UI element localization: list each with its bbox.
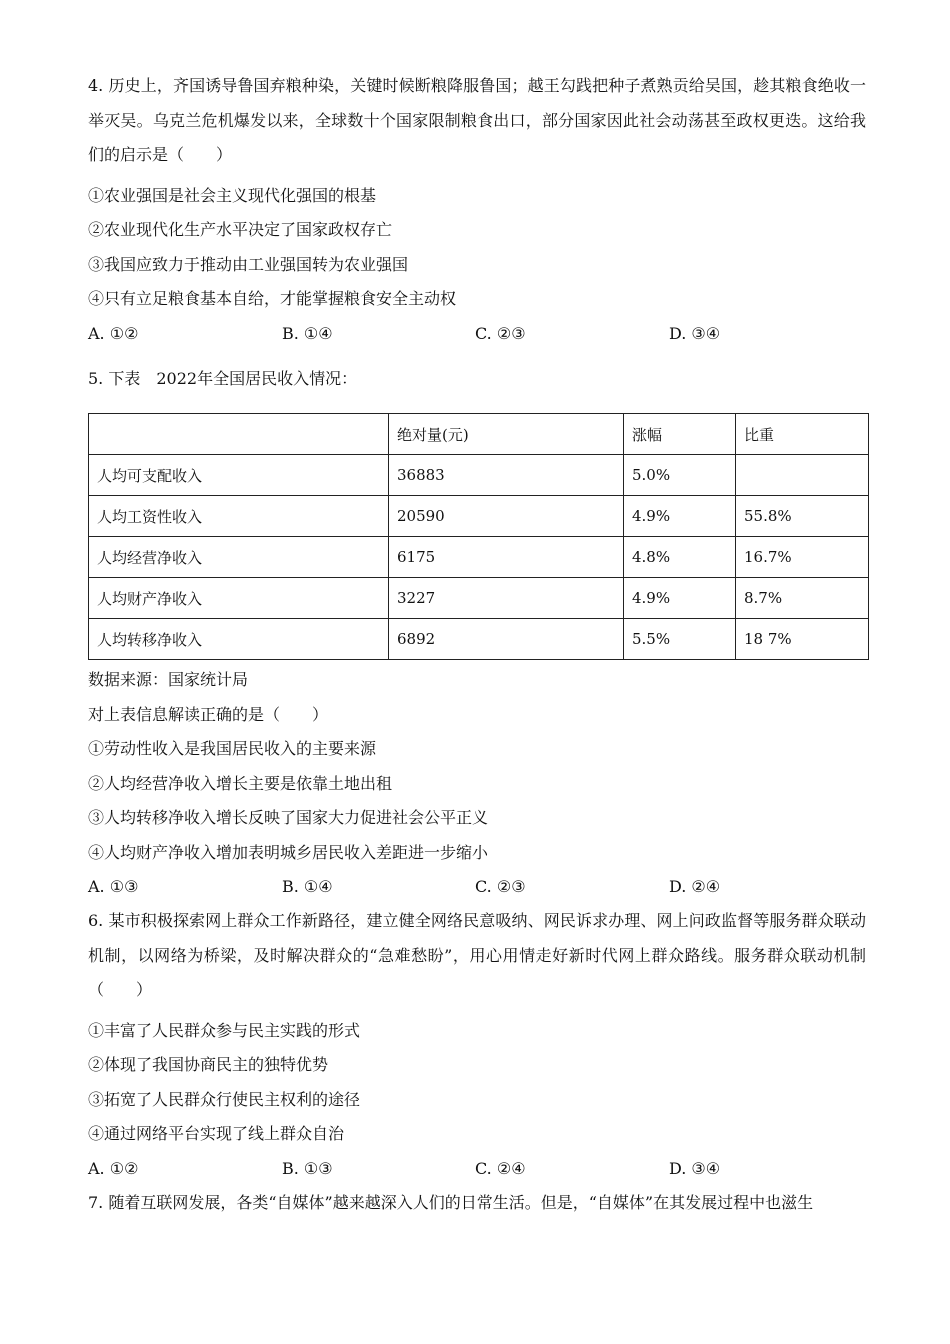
table-row (89, 537, 869, 578)
q4-item-1: ①农业强国是社会主义现代化强国的根基 (88, 186, 377, 205)
table-cell: 16.7% (736, 537, 869, 578)
table-cell: 20590 (389, 496, 624, 537)
table-cell: 8.7% (736, 578, 869, 619)
q6-options (88, 1159, 866, 1179)
q5-option-c: C. ②③ (475, 877, 526, 896)
q4-item-2: ②农业现代化生产水平决定了国家政权存亡 (88, 220, 393, 239)
table-cell: 6175 (389, 537, 624, 578)
q5-item-1: ①劳动性收入是我国居民收入的主要来源 (88, 739, 377, 758)
q5-item-2: ②人均经营净收入增长主要是依靠土地出租 (88, 774, 393, 793)
table-cell: 人均工资性收入 (89, 496, 389, 537)
table-cell: 人均财产净收入 (89, 578, 389, 619)
table-cell: 人均经营净收入 (89, 537, 389, 578)
q7-stem: 7. 随着互联网发展，各类“自媒体”越来越深入人们的日常生活。但是，“自媒体”在其发展过程中也滋生 (88, 1193, 814, 1212)
q5-source: 数据来源：国家统计局 (88, 670, 249, 689)
q4-option-a: A. ①② (88, 324, 139, 343)
q4-options (88, 324, 866, 344)
table-cell: 4.8% (624, 537, 736, 578)
table-cell: 5.0% (624, 455, 736, 496)
table-cell: 3227 (389, 578, 624, 619)
q6-option-a: A. ①② (88, 1159, 139, 1178)
q4-option-c: C. ②③ (475, 324, 526, 343)
table-cell: 55.8% (736, 496, 869, 537)
table-row (89, 578, 869, 619)
table-row (89, 496, 869, 537)
q6-option-b: B. ①③ (282, 1159, 333, 1178)
table-header-cell (89, 414, 389, 455)
table-row (89, 455, 869, 496)
q5-options (88, 877, 866, 897)
q5-item-4: ④人均财产净收入增加表明城乡居民收入差距进一步缩小 (88, 843, 489, 862)
q6-item-3: ③拓宽了人民群众行使民主权利的途径 (88, 1090, 361, 1109)
table-header-cell: 比重 (736, 414, 869, 455)
table-cell: 人均转移净收入 (89, 619, 389, 660)
q5-option-b: B. ①④ (282, 877, 333, 896)
q4-item-4: ④只有立足粮食基本自给，才能掌握粮食安全主动权 (88, 289, 457, 308)
table-header-cell: 涨幅 (624, 414, 736, 455)
q6-option-d: D. ③④ (669, 1159, 721, 1178)
table-cell: 人均可支配收入 (89, 455, 389, 496)
table-cell: 4.9% (624, 496, 736, 537)
table-header-cell: 绝对量(元) (389, 414, 624, 455)
table-cell: 36883 (389, 455, 624, 496)
q5-option-d: D. ②④ (669, 877, 721, 896)
table-cell: 6892 (389, 619, 624, 660)
q6-item-1: ①丰富了人民群众参与民主实践的形式 (88, 1021, 361, 1040)
table-header-row (89, 414, 869, 455)
q4-stem: 4. 历史上，齐国诱导鲁国弃粮种染，关键时候断粮降服鲁国；越王勾践把种子煮熟贡给吴国，趁其粮食绝收一举灭吴。乌克兰危机爆发以来，全球数十个国家限制粮食出口，部分国家因此社会动荡甚至政权更迭。这给我们的启示是（ ） (88, 76, 866, 164)
table-cell: 5.5% (624, 619, 736, 660)
q6-item-2: ②体现了我国协商民主的独特优势 (88, 1055, 329, 1074)
q6-option-c: C. ②④ (475, 1159, 526, 1178)
income-table (88, 413, 869, 660)
table-cell (736, 455, 869, 496)
q5-option-a: A. ①③ (88, 877, 139, 896)
q4-item-3: ③我国应致力于推动由工业强国转为农业强国 (88, 255, 409, 274)
q5-stem: 5. 下表 2022年全国居民收入情况： (88, 369, 358, 388)
q6-stem: 6. 某市积极探索网上群众工作新路径，建立健全网络民意吸纳、网民诉求办理、网上问政监督等服务群众联动机制，以网络为桥梁，及时解决群众的“急难愁盼”，用心用情走好新时代网上群众路线。服务群众联动机制（ ） (88, 911, 866, 999)
q4-option-d: D. ③④ (669, 324, 721, 343)
q5-prompt: 对上表信息解读正确的是（ ） (88, 705, 329, 724)
q6-item-4: ④通过网络平台实现了线上群众自治 (88, 1124, 345, 1143)
q5-item-3: ③人均转移净收入增长反映了国家大力促进社会公平正义 (88, 808, 489, 827)
table-row (89, 619, 869, 660)
table-cell: 18 7% (736, 619, 869, 660)
table-cell: 4.9% (624, 578, 736, 619)
q4-option-b: B. ①④ (282, 324, 333, 343)
